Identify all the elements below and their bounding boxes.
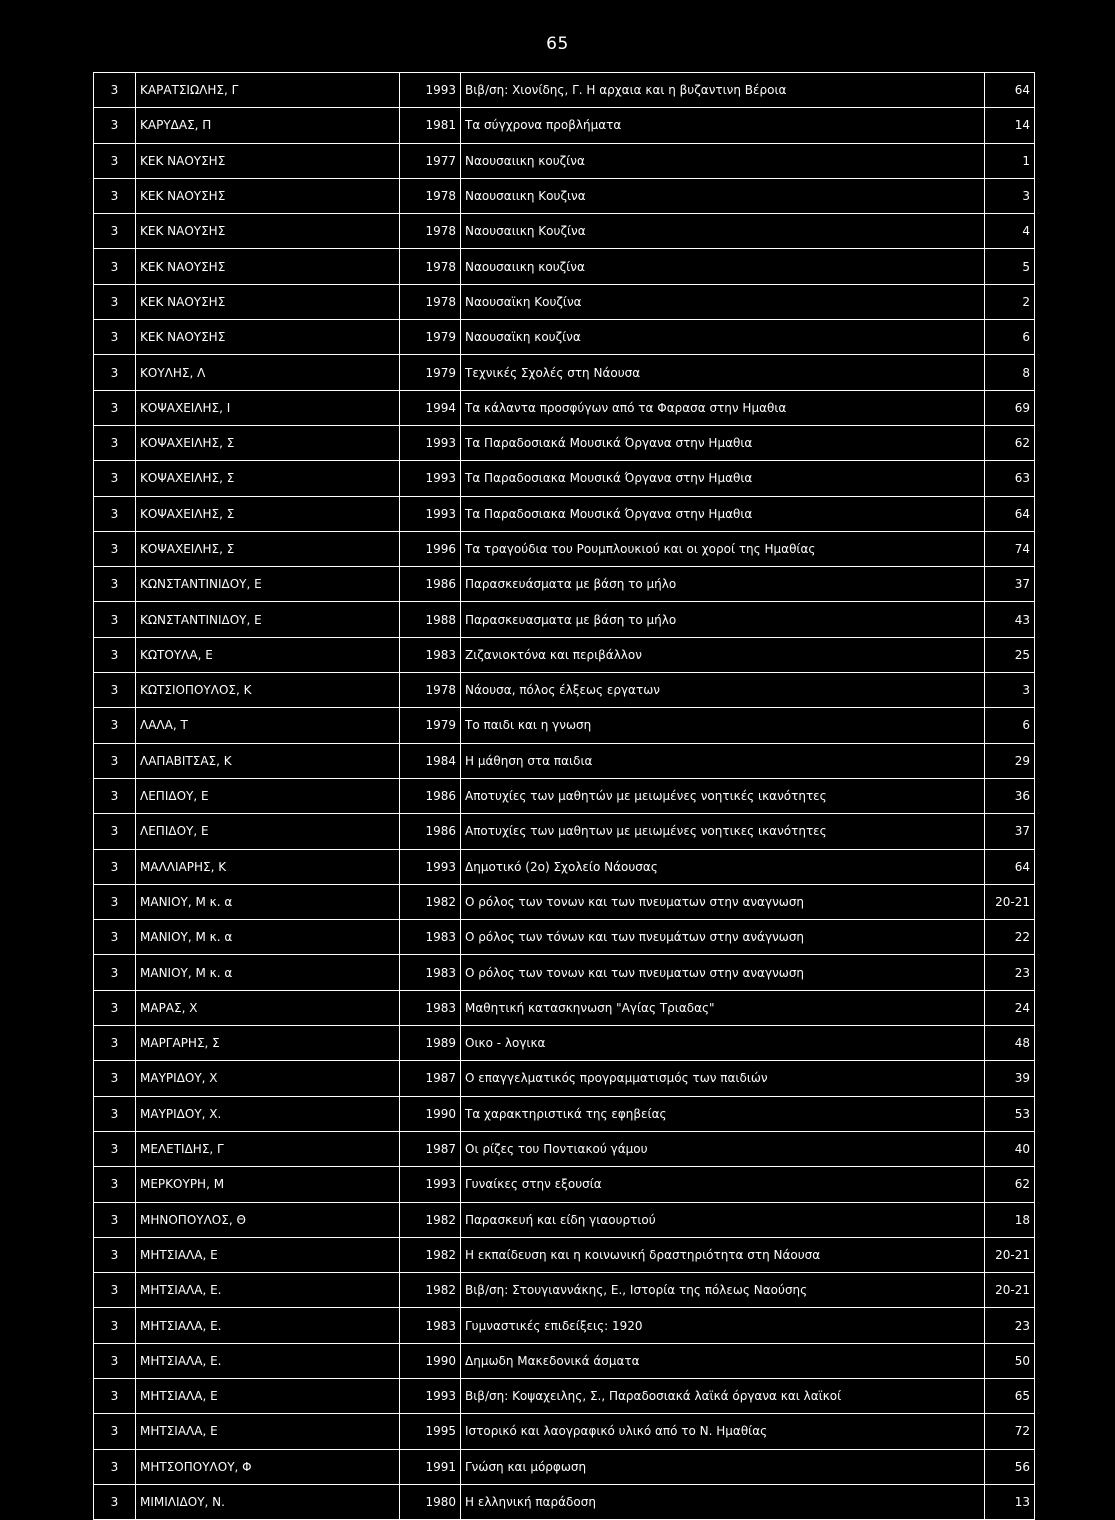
row-number: 3 (94, 1202, 136, 1237)
author-cell: ΚΟΨΑΧΕΙΛΗΣ, Σ (136, 531, 400, 566)
table-row (94, 602, 1035, 637)
row-number: 3 (94, 425, 136, 460)
year-cell: 1978 (400, 178, 461, 213)
page-cell: 72 (985, 1414, 1035, 1449)
year-cell: 1983 (400, 990, 461, 1025)
row-number: 3 (94, 955, 136, 990)
table-row (94, 1096, 1035, 1131)
author-cell: ΚΕΚ ΝΑΟΥΣΗΣ (136, 143, 400, 178)
author-cell: ΚΟΨΑΧΕΙΛΗΣ, Σ (136, 461, 400, 496)
page-cell: 36 (985, 778, 1035, 813)
table-row (94, 637, 1035, 672)
row-number: 3 (94, 778, 136, 813)
table-row (94, 673, 1035, 708)
page-cell: 64 (985, 73, 1035, 108)
title-cell: Τα τραγούδια του Ρουμπλουκιού και οι χοροί της Ημαθίας (461, 531, 985, 566)
row-number: 3 (94, 320, 136, 355)
title-cell: Βιβ/ση: Χιονίδης, Γ. Η αρχαια και η βυζαντινη Βέροια (461, 73, 985, 108)
row-number: 3 (94, 884, 136, 919)
year-cell: 1984 (400, 743, 461, 778)
title-cell: Βιβ/ση: Κοψαχειλης, Σ., Παραδοσιακά λαϊκά όργανα και λαϊκοί (461, 1378, 985, 1413)
year-cell: 1979 (400, 355, 461, 390)
author-cell: ΜΗΤΣΙΑΛΑ, Ε (136, 1237, 400, 1272)
row-number: 3 (94, 284, 136, 319)
year-cell: 1987 (400, 1061, 461, 1096)
year-cell: 1993 (400, 1378, 461, 1413)
year-cell: 1983 (400, 637, 461, 672)
year-cell: 1990 (400, 1343, 461, 1378)
title-cell: Παρασκευασματα με βάση το μήλο (461, 602, 985, 637)
author-cell: ΚΟΥΛΗΣ, Λ (136, 355, 400, 390)
year-cell: 1978 (400, 214, 461, 249)
row-number: 3 (94, 1096, 136, 1131)
title-cell: Βιβ/ση: Στουγιαννάκης, Ε., Ιστορία της πόλεως Ναούσης (461, 1273, 985, 1308)
row-number: 3 (94, 1414, 136, 1449)
page-cell: 43 (985, 602, 1035, 637)
page-cell: 20-21 (985, 1273, 1035, 1308)
author-cell: ΜΗΤΣΙΑΛΑ, Ε. (136, 1308, 400, 1343)
author-cell: ΚΩΝΣΤΑΝΤΙΝΙΔΟΥ, Ε (136, 567, 400, 602)
row-number: 3 (94, 1308, 136, 1343)
row-number: 3 (94, 708, 136, 743)
row-number: 3 (94, 178, 136, 213)
title-cell: Ναουσαιικη κουζίνα (461, 143, 985, 178)
table-row (94, 249, 1035, 284)
table-row (94, 990, 1035, 1025)
row-number: 3 (94, 461, 136, 496)
page-cell: 14 (985, 108, 1035, 143)
page-cell: 6 (985, 708, 1035, 743)
year-cell: 1993 (400, 849, 461, 884)
row-number: 3 (94, 849, 136, 884)
year-cell: 1978 (400, 673, 461, 708)
table-row (94, 1343, 1035, 1378)
title-cell: Το παιδι και η γνωση (461, 708, 985, 743)
title-cell: Δημοτικό (2ο) Σχολείο Νάουσας (461, 849, 985, 884)
title-cell: Παρασκευή και είδη γιαουρτιού (461, 1202, 985, 1237)
row-number: 3 (94, 1273, 136, 1308)
title-cell: Ο επαγγελματικός προγραμματισμός των παιδιών (461, 1061, 985, 1096)
page-cell: 4 (985, 214, 1035, 249)
page-cell: 13 (985, 1484, 1035, 1519)
row-number: 3 (94, 249, 136, 284)
table-row (94, 1202, 1035, 1237)
table-row (94, 214, 1035, 249)
page-cell: 56 (985, 1449, 1035, 1484)
author-cell: ΜΑΡΓΑΡΗΣ, Σ (136, 1026, 400, 1061)
page-cell: 63 (985, 461, 1035, 496)
author-cell: ΚΕΚ ΝΑΟΥΣΗΣ (136, 284, 400, 319)
author-cell: ΚΩΤΣΙΟΠΟΥΛΟΣ, Κ (136, 673, 400, 708)
table-row (94, 1237, 1035, 1272)
title-cell: Ναουσαιικη Κουζινα (461, 178, 985, 213)
author-cell: ΚΕΚ ΝΑΟΥΣΗΣ (136, 214, 400, 249)
table-row (94, 567, 1035, 602)
table-row (94, 73, 1035, 108)
author-cell: ΜΗΤΣΙΑΛΑ, Ε. (136, 1343, 400, 1378)
year-cell: 1988 (400, 602, 461, 637)
year-cell: 1982 (400, 1273, 461, 1308)
table-row (94, 814, 1035, 849)
title-cell: Τα Παραδοσιακά Μουσικά Όργανα στην Ημαθια (461, 425, 985, 460)
author-cell: ΜΗΝΟΠΟΥΛΟΣ, Θ (136, 1202, 400, 1237)
table-row (94, 778, 1035, 813)
page-cell: 1 (985, 143, 1035, 178)
title-cell: Τα χαρακτηριστικά της εφηβείας (461, 1096, 985, 1131)
author-cell: ΜΗΤΣΙΑΛΑ, Ε (136, 1414, 400, 1449)
table-row (94, 461, 1035, 496)
year-cell: 1978 (400, 249, 461, 284)
table-row (94, 496, 1035, 531)
page-cell: 65 (985, 1378, 1035, 1413)
author-cell: ΛΕΠΙΔΟΥ, Ε (136, 778, 400, 813)
page-cell: 6 (985, 320, 1035, 355)
author-cell: ΚΕΚ ΝΑΟΥΣΗΣ (136, 178, 400, 213)
title-cell: Μαθητική κατασκηνωση "Αγίας Τριαδας" (461, 990, 985, 1025)
year-cell: 1986 (400, 567, 461, 602)
row-number: 3 (94, 496, 136, 531)
author-cell: ΜΕΛΕΤΙΔΗΣ, Γ (136, 1131, 400, 1166)
page-cell: 25 (985, 637, 1035, 672)
title-cell: Ναουσαιικη κουζίνα (461, 249, 985, 284)
title-cell: Ιστορικό και λαογραφικό υλικό από το Ν. Ημαθίας (461, 1414, 985, 1449)
row-number: 3 (94, 73, 136, 108)
author-cell: ΛΑΛΑ, Τ (136, 708, 400, 743)
table-row (94, 1484, 1035, 1519)
title-cell: Τα σύγχρονα προβλήματα (461, 108, 985, 143)
row-number: 3 (94, 814, 136, 849)
year-cell: 1981 (400, 108, 461, 143)
year-cell: 1993 (400, 73, 461, 108)
author-cell: ΚΩΝΣΤΑΝΤΙΝΙΔΟΥ, Ε (136, 602, 400, 637)
table-row (94, 178, 1035, 213)
author-cell: ΚΟΨΑΧΕΙΛΗΣ, Σ (136, 425, 400, 460)
title-cell: Οικο - λογικα (461, 1026, 985, 1061)
table-row (94, 1449, 1035, 1484)
author-cell: ΜΗΤΣΙΑΛΑ, Ε. (136, 1273, 400, 1308)
title-cell: Ναουσαϊκη κουζίνα (461, 320, 985, 355)
title-cell: Ναουσαιικη Κουζίνα (461, 214, 985, 249)
title-cell: Γυναίκες στην εξουσία (461, 1167, 985, 1202)
year-cell: 1995 (400, 1414, 461, 1449)
title-cell: Τα κάλαντα προσφύγων από τα Φαρασα στην Ημαθια (461, 390, 985, 425)
row-number: 3 (94, 108, 136, 143)
row-number: 3 (94, 1061, 136, 1096)
row-number: 3 (94, 567, 136, 602)
table-row (94, 884, 1035, 919)
year-cell: 1982 (400, 1202, 461, 1237)
title-cell: Ναουσαϊκη Κουζίνα (461, 284, 985, 319)
year-cell: 1979 (400, 320, 461, 355)
year-cell: 1993 (400, 1167, 461, 1202)
table-row (94, 955, 1035, 990)
row-number: 3 (94, 920, 136, 955)
year-cell: 1993 (400, 496, 461, 531)
author-cell: ΜΑΝΙΟΥ, Μ κ. α (136, 955, 400, 990)
page-cell: 48 (985, 1026, 1035, 1061)
table-row (94, 1061, 1035, 1096)
page-cell: 20-21 (985, 884, 1035, 919)
year-cell: 1990 (400, 1096, 461, 1131)
page-cell: 64 (985, 849, 1035, 884)
author-cell: ΜΕΡΚΟΥΡΗ, Μ (136, 1167, 400, 1202)
author-cell: ΜΑΡΑΣ, Χ (136, 990, 400, 1025)
table-row (94, 1308, 1035, 1343)
author-cell: ΜΙΜΙΛΙΔΟΥ, Ν. (136, 1484, 400, 1519)
catalog-table (93, 72, 1035, 1520)
row-number: 3 (94, 673, 136, 708)
row-number: 3 (94, 531, 136, 566)
page-cell: 8 (985, 355, 1035, 390)
title-cell: Ο ρόλος των τονων και των πνευματων στην αναγνωση (461, 955, 985, 990)
table-row (94, 849, 1035, 884)
author-cell: ΚΟΨΑΧΕΙΛΗΣ, Ι (136, 390, 400, 425)
title-cell: Γνώση και μόρφωση (461, 1449, 985, 1484)
title-cell: Η εκπαίδευση και η κοινωνική δραστηριότητα στη Νάουσα (461, 1237, 985, 1272)
table-row (94, 1378, 1035, 1413)
table-row (94, 108, 1035, 143)
table-row (94, 743, 1035, 778)
year-cell: 1993 (400, 461, 461, 496)
table-row (94, 1414, 1035, 1449)
year-cell: 1982 (400, 884, 461, 919)
year-cell: 1994 (400, 390, 461, 425)
title-cell: Η ελληνική παράδοση (461, 1484, 985, 1519)
row-number: 3 (94, 990, 136, 1025)
title-cell: Αποτυχίες των μαθητών με μειωμένες νοητικές ικανότητες (461, 778, 985, 813)
author-cell: ΛΕΠΙΔΟΥ, Ε (136, 814, 400, 849)
year-cell: 1986 (400, 778, 461, 813)
page-cell: 53 (985, 1096, 1035, 1131)
title-cell: Τα Παραδοσιακα Μουσικά Όργανα στην Ημαθια (461, 461, 985, 496)
year-cell: 1993 (400, 425, 461, 460)
author-cell: ΜΗΤΣΙΑΛΑ, Ε (136, 1378, 400, 1413)
table-row (94, 355, 1035, 390)
page-cell: 62 (985, 425, 1035, 460)
year-cell: 1991 (400, 1449, 461, 1484)
author-cell: ΚΑΡΥΔΑΣ, Π (136, 108, 400, 143)
row-number: 3 (94, 1131, 136, 1166)
table-row (94, 284, 1035, 319)
year-cell: 1983 (400, 955, 461, 990)
title-cell: Τεχνικές Σχολές στη Νάουσα (461, 355, 985, 390)
year-cell: 1987 (400, 1131, 461, 1166)
row-number: 3 (94, 1167, 136, 1202)
year-cell: 1977 (400, 143, 461, 178)
page-cell: 22 (985, 920, 1035, 955)
table-row (94, 1273, 1035, 1308)
table-row (94, 531, 1035, 566)
title-cell: Ζιζανιοκτόνα και περιβάλλον (461, 637, 985, 672)
year-cell: 1983 (400, 920, 461, 955)
page-cell: 37 (985, 814, 1035, 849)
author-cell: ΚΑΡΑΤΣΙΩΛΗΣ, Γ (136, 73, 400, 108)
year-cell: 1979 (400, 708, 461, 743)
table-row (94, 1167, 1035, 1202)
year-cell: 1986 (400, 814, 461, 849)
title-cell: Οι ρίζες του Ποντιακού γάμου (461, 1131, 985, 1166)
row-number: 3 (94, 390, 136, 425)
page-cell: 50 (985, 1343, 1035, 1378)
page-cell: 5 (985, 249, 1035, 284)
row-number: 3 (94, 602, 136, 637)
author-cell: ΚΕΚ ΝΑΟΥΣΗΣ (136, 249, 400, 284)
table-row (94, 320, 1035, 355)
year-cell: 1978 (400, 284, 461, 319)
author-cell: ΜΑΥΡΙΔΟΥ, Χ. (136, 1096, 400, 1131)
row-number: 3 (94, 1449, 136, 1484)
author-cell: ΜΗΤΣΟΠΟΥΛΟΥ, Φ (136, 1449, 400, 1484)
page-cell: 3 (985, 178, 1035, 213)
author-cell: ΜΑΝΙΟΥ, Μ κ. α (136, 920, 400, 955)
row-number: 3 (94, 1026, 136, 1061)
page-cell: 24 (985, 990, 1035, 1025)
catalog-body (94, 73, 1035, 1520)
row-number: 3 (94, 355, 136, 390)
page-cell: 29 (985, 743, 1035, 778)
table-row (94, 1026, 1035, 1061)
row-number: 3 (94, 637, 136, 672)
author-cell: ΚΩΤΟΥΛΑ, Ε (136, 637, 400, 672)
row-number: 3 (94, 1484, 136, 1519)
row-number: 3 (94, 143, 136, 178)
page-number: 65 (546, 34, 569, 54)
page-cell: 40 (985, 1131, 1035, 1166)
title-cell: Αποτυχίες των μαθητων με μειωμένες νοητικες ικανότητες (461, 814, 985, 849)
row-number: 3 (94, 743, 136, 778)
year-cell: 1982 (400, 1237, 461, 1272)
year-cell: 1989 (400, 1026, 461, 1061)
title-cell: Ο ρόλος των τόνων και των πνευμάτων στην ανάγνωση (461, 920, 985, 955)
page-cell: 23 (985, 1308, 1035, 1343)
page-cell: 62 (985, 1167, 1035, 1202)
row-number: 3 (94, 214, 136, 249)
row-number: 3 (94, 1343, 136, 1378)
table-row (94, 390, 1035, 425)
page-cell: 39 (985, 1061, 1035, 1096)
page-cell: 74 (985, 531, 1035, 566)
table-row (94, 425, 1035, 460)
year-cell: 1996 (400, 531, 461, 566)
title-cell: Τα Παραδοσιακα Μουσικά Όργανα στην Ημαθια (461, 496, 985, 531)
author-cell: ΛΑΠΑΒΙΤΣΑΣ, Κ (136, 743, 400, 778)
table-row (94, 1131, 1035, 1166)
row-number: 3 (94, 1378, 136, 1413)
page-cell: 23 (985, 955, 1035, 990)
title-cell: Η μάθηση στα παιδια (461, 743, 985, 778)
author-cell: ΚΟΨΑΧΕΙΛΗΣ, Σ (136, 496, 400, 531)
page-cell: 3 (985, 673, 1035, 708)
title-cell: Παρασκευάσματα με βάση το μήλο (461, 567, 985, 602)
table-row (94, 920, 1035, 955)
page-cell: 18 (985, 1202, 1035, 1237)
title-cell: Ο ρόλος των τονων και των πνευματων στην αναγνωση (461, 884, 985, 919)
page-cell: 2 (985, 284, 1035, 319)
table-row (94, 708, 1035, 743)
table-row (94, 143, 1035, 178)
title-cell: Νάουσα, πόλος έλξεως εργατων (461, 673, 985, 708)
author-cell: ΚΕΚ ΝΑΟΥΣΗΣ (136, 320, 400, 355)
author-cell: ΜΑΛΛΙΑΡΗΣ, Κ (136, 849, 400, 884)
row-number: 3 (94, 1237, 136, 1272)
page-cell: 37 (985, 567, 1035, 602)
page-cell: 64 (985, 496, 1035, 531)
year-cell: 1983 (400, 1308, 461, 1343)
title-cell: Γυμναστικές επιδείξεις: 1920 (461, 1308, 985, 1343)
author-cell: ΜΑΥΡΙΔΟΥ, Χ (136, 1061, 400, 1096)
title-cell: Δημωδη Μακεδονικά άσματα (461, 1343, 985, 1378)
author-cell: ΜΑΝΙΟΥ, Μ κ. α (136, 884, 400, 919)
year-cell: 1980 (400, 1484, 461, 1519)
page-cell: 69 (985, 390, 1035, 425)
page-cell: 20-21 (985, 1237, 1035, 1272)
